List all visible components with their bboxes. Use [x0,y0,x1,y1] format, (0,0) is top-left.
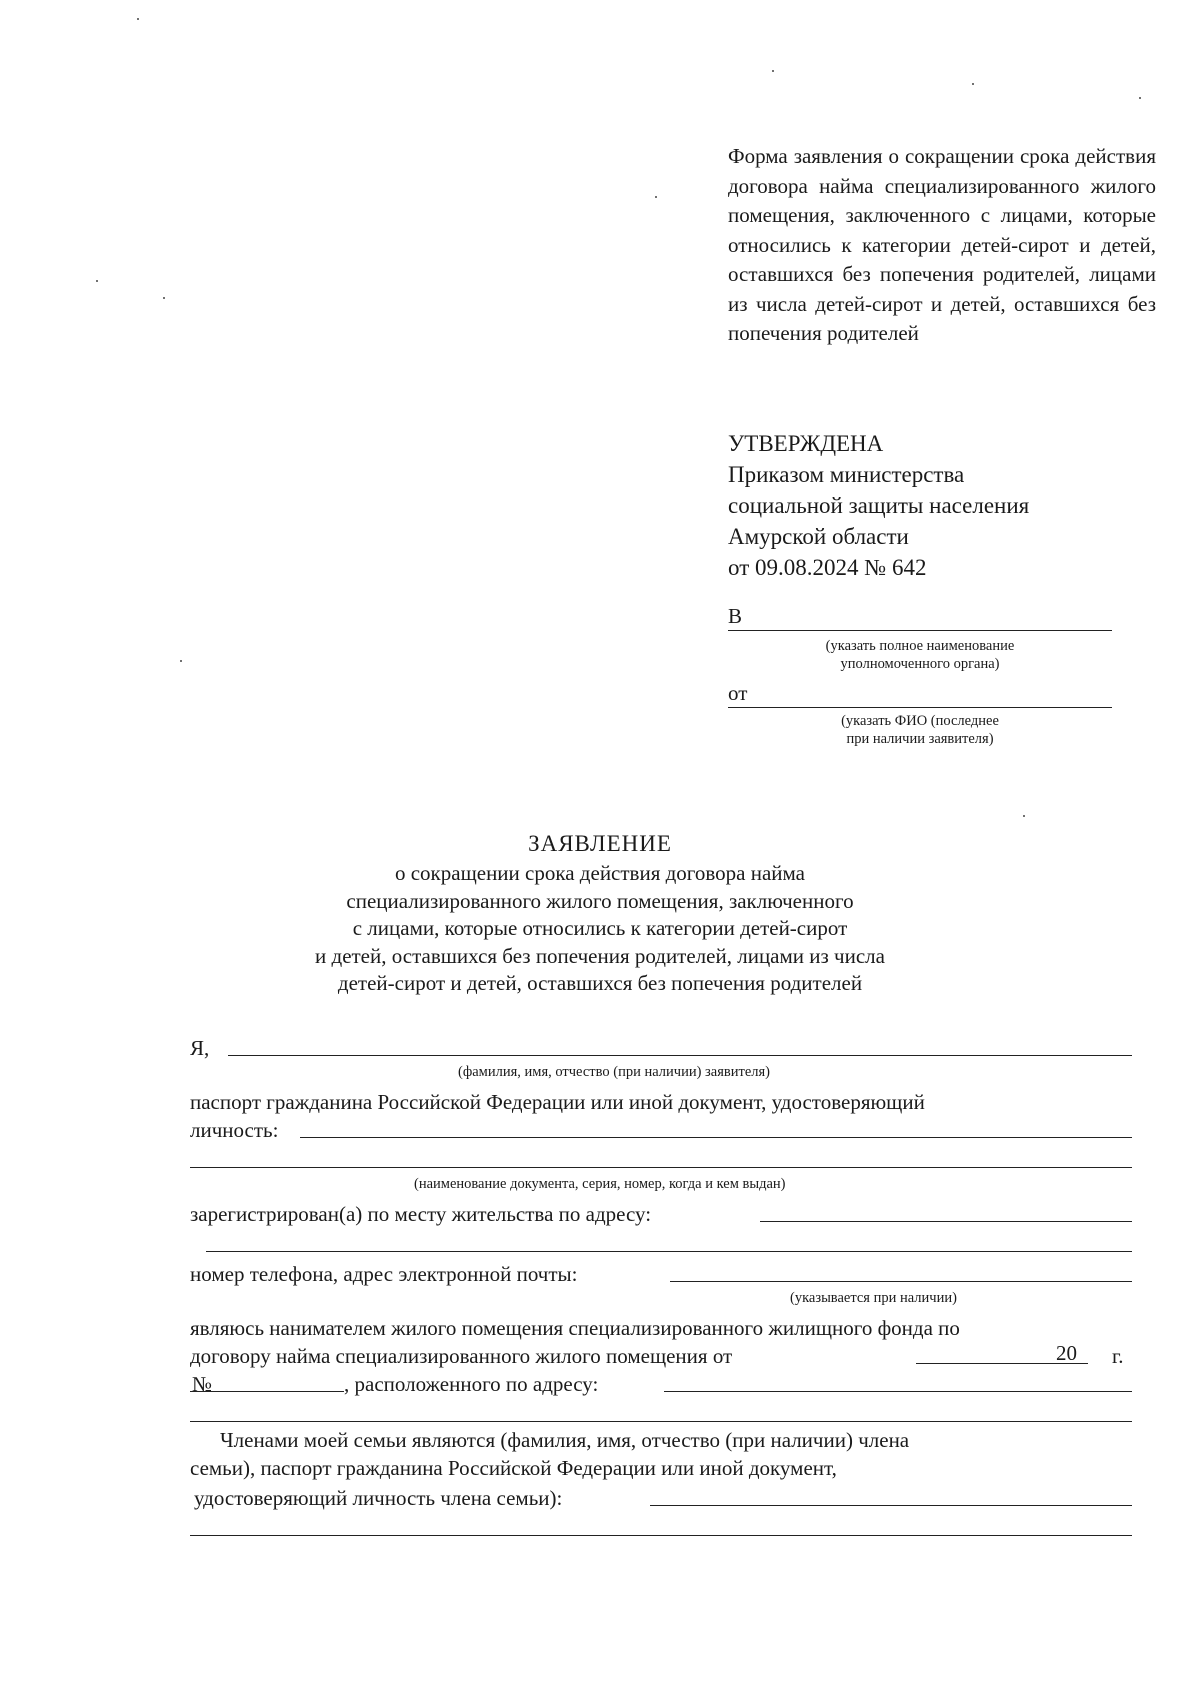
subtitle-line: с лицами, которые относились к категории детей-сирот [352,916,848,940]
applicant-name-note: (фамилия, имя, отчество (при наличии) заявителя) [458,1064,770,1080]
note-line: при наличии заявителя) [846,731,994,747]
contract-date-label: договору найма специализированного жилого помещения от [190,1344,733,1368]
approval-line: социальной защиты населения [728,493,1030,518]
scan-speck [772,70,774,72]
addressee-to-label: В [728,604,743,628]
addressee-to-field[interactable] [728,602,1112,631]
contract-number-field[interactable] [190,1389,344,1392]
subtitle-line: о сокращении срока действия договора найма [394,861,805,885]
family-members-field[interactable] [650,1503,1132,1506]
identity-document-field[interactable] [300,1135,1132,1138]
family-members-field-cont[interactable] [190,1533,1132,1536]
year-suffix: г. [1112,1344,1124,1368]
note-line: (указать ФИО (последнее [841,713,999,729]
subtitle-line: детей-сирот и детей, оставшихся без попечения родителей [337,971,863,995]
scan-speck [1023,815,1025,817]
addressee-from-label: от [728,681,748,705]
approval-line: от 09.08.2024 № 642 [728,555,927,580]
family-text: семьи), паспорт гражданина Российской Федерации или иной документ, [190,1456,837,1480]
scan-speck [972,83,974,85]
applicant-label: Я, [190,1036,210,1060]
year-prefix: 20 [1056,1341,1077,1365]
addressee-from-note [728,712,1112,748]
note-line: (указать полное наименование [825,638,1015,654]
phone-label: номер телефона, адрес электронной почты: [190,1262,578,1286]
registered-address-field[interactable] [760,1219,1132,1222]
located-address-field-cont[interactable] [190,1419,1132,1422]
family-text: Членами моей семьи являются (фамилия, имя, отчество (при наличии) члена [220,1428,910,1452]
identity-document-field-cont[interactable] [190,1165,1132,1168]
located-label: , расположенного по адресу: [344,1372,599,1396]
addressee-from-field[interactable] [728,679,1112,708]
identity-label: личность: [190,1118,279,1142]
located-address-field[interactable] [664,1389,1132,1392]
approval-heading: УТВЕРЖДЕНА [728,431,884,456]
tenant-text: являюсь нанимателем жилого помещения специализированного жилищного фонда по [190,1316,960,1340]
phone-note: (указывается при наличии) [790,1290,957,1306]
subtitle-line: специализированного жилого помещения, заключенного [346,888,854,913]
registered-address-field-cont[interactable] [206,1249,1132,1252]
approval-line: Амурской области [728,524,909,549]
contract-number-label: № [192,1372,213,1396]
subtitle-line: и детей, оставшихся без попечения родителей, лицами из числа [315,943,885,968]
form-description: Форма заявления о сокращении срока действия договора найма специализированного жилого помещения, заключенного с лицами, которые относились к категории детей-сирот и детей, оставшихся без попечения родителей, лицами из числа детей-сирот и детей, оставшихся без попечения родителей [728,144,1156,345]
approval-block [728,428,1148,583]
scan-speck [1139,97,1141,99]
scan-speck [96,280,98,282]
note-line: уполномоченного органа) [840,656,1000,672]
addressee-to-note [728,637,1112,673]
phone-email-field[interactable] [670,1279,1132,1282]
scan-speck [655,196,657,198]
document-title: ЗАЯВЛЕНИЕ [528,831,672,856]
approval-line: Приказом министерства [728,462,965,487]
scan-speck [180,660,182,662]
scan-speck [137,18,139,20]
scan-speck [163,297,165,299]
registered-label: зарегистрирован(а) по месту жительства по адресу: [190,1202,652,1226]
document-subtitle [250,860,950,998]
applicant-name-field[interactable] [228,1053,1132,1056]
family-label: удостоверяющий личность члена семьи): [194,1486,563,1510]
passport-text: паспорт гражданина Российской Федерации или иной документ, удостоверяющий [190,1090,925,1114]
document-note: (наименование документа, серия, номер, когда и кем выдан) [414,1176,786,1192]
